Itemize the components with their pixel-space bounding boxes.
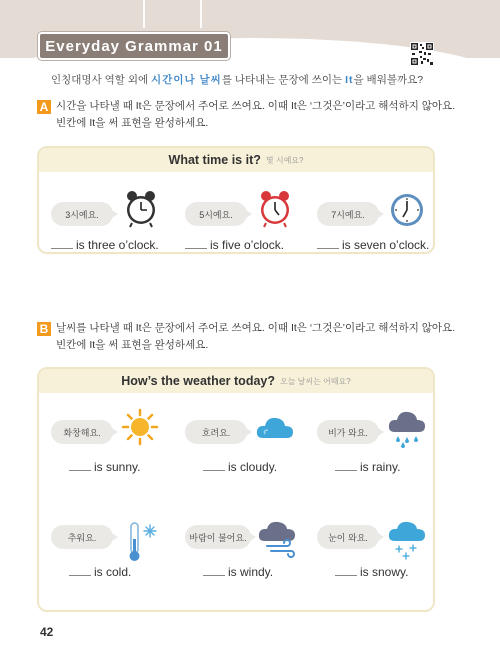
page-title: Everyday Grammar 01: [45, 37, 223, 55]
answer-blank[interactable]: [185, 248, 207, 249]
speech-bubble: 비가 와요.: [317, 420, 379, 444]
intro-highlight-time-weather: 시간이나 날씨: [151, 74, 222, 86]
qr-code-icon[interactable]: [410, 42, 434, 66]
speech-bubble: 5시예요.: [185, 202, 247, 226]
intro-highlight-it: It: [345, 74, 354, 86]
section-b-line1: 날씨를 나타낼 때 It은 문장에서 주어로 쓰여요. 이때 It은 ‘그것은’이라고 해석하지 않아요.: [56, 322, 456, 334]
answer-line: [317, 238, 429, 252]
alarm-clock-red-icon: [259, 190, 291, 230]
answer-text: is three o’clock.: [76, 238, 159, 252]
question-weather-korean: 오늘 날씨는 어때요?: [280, 376, 351, 386]
speech-bubble: 3시예요.: [51, 202, 113, 226]
answer-blank[interactable]: [69, 575, 91, 576]
section-a-instructions: [56, 98, 455, 132]
speech-bubble: 눈이 와요.: [317, 525, 379, 549]
section-a-letter: A: [37, 100, 51, 114]
answer-blank[interactable]: [335, 470, 357, 471]
answer-blank[interactable]: [317, 248, 339, 249]
snow-cloud-icon: [387, 519, 427, 561]
thermometer-snow-icon: [121, 521, 161, 563]
alarm-clock-black-icon: [125, 190, 157, 230]
section-b-letter: B: [37, 322, 51, 336]
answer-line: [335, 460, 400, 474]
answer-line: [203, 565, 273, 579]
intro-mid: 를 나타내는 문장에 쓰이는: [221, 74, 346, 86]
badge-string-right: [200, 0, 202, 28]
answer-line: [185, 238, 284, 252]
answer-text: is sunny.: [94, 460, 141, 474]
title-badge: [38, 32, 230, 60]
answer-line: [203, 460, 277, 474]
answer-blank[interactable]: [69, 470, 91, 471]
section-a-line1: 시간을 나타낼 때 It은 문장에서 주어로 쓰여요. 이때 It은 ‘그것은’이라고 해석하지 않아요.: [56, 100, 456, 112]
intro-post: 을 배워볼까요?: [353, 74, 424, 86]
answer-line: [69, 460, 140, 474]
answer-text: is seven o’clock.: [342, 238, 430, 252]
answer-line: [69, 565, 131, 579]
answer-text: is five o’clock.: [210, 238, 285, 252]
answer-blank[interactable]: [51, 248, 73, 249]
intro-text: [51, 72, 423, 87]
answer-text: is snowy.: [360, 565, 409, 579]
speech-bubble: 흐려요.: [185, 420, 247, 444]
answer-text: is cloudy.: [228, 460, 278, 474]
speech-bubble: 추워요.: [51, 525, 113, 549]
sun-icon: [121, 408, 159, 446]
answer-text: is windy.: [228, 565, 274, 579]
answer-blank[interactable]: [203, 470, 225, 471]
speech-bubble: 7시예요.: [317, 202, 379, 226]
speech-bubble: 바람이 불어요.: [185, 525, 251, 549]
answer-text: is rainy.: [360, 460, 401, 474]
panel-time-header: [39, 148, 433, 172]
speech-bubble: 화창해요.: [51, 420, 113, 444]
page-number: 42: [40, 625, 54, 639]
wind-cloud-icon: [257, 519, 297, 559]
section-a-line2: 빈칸에 It을 써 표현을 완성하세요.: [56, 117, 209, 129]
rain-cloud-icon: [387, 408, 427, 448]
section-b-line2: 빈칸에 It을 써 표현을 완성하세요.: [56, 339, 209, 351]
question-time-korean: 몇 시예요?: [265, 155, 304, 165]
answer-blank[interactable]: [203, 575, 225, 576]
intro-pre: 인칭대명사 역할 외에: [51, 74, 152, 86]
answer-blank[interactable]: [335, 575, 357, 576]
panel-weather-header: [39, 369, 433, 393]
question-time: What time is it?: [168, 153, 261, 167]
question-weather: How’s the weather today?: [121, 374, 275, 388]
cloud-icon: [255, 412, 295, 442]
badge-string-left: [143, 0, 145, 28]
panel-time: [37, 146, 435, 254]
panel-weather: [37, 367, 435, 612]
answer-text: is cold.: [94, 565, 132, 579]
answer-line: [51, 238, 159, 252]
answer-line: [335, 565, 408, 579]
wall-clock-icon: [389, 192, 425, 228]
section-b-instructions: [56, 320, 455, 354]
